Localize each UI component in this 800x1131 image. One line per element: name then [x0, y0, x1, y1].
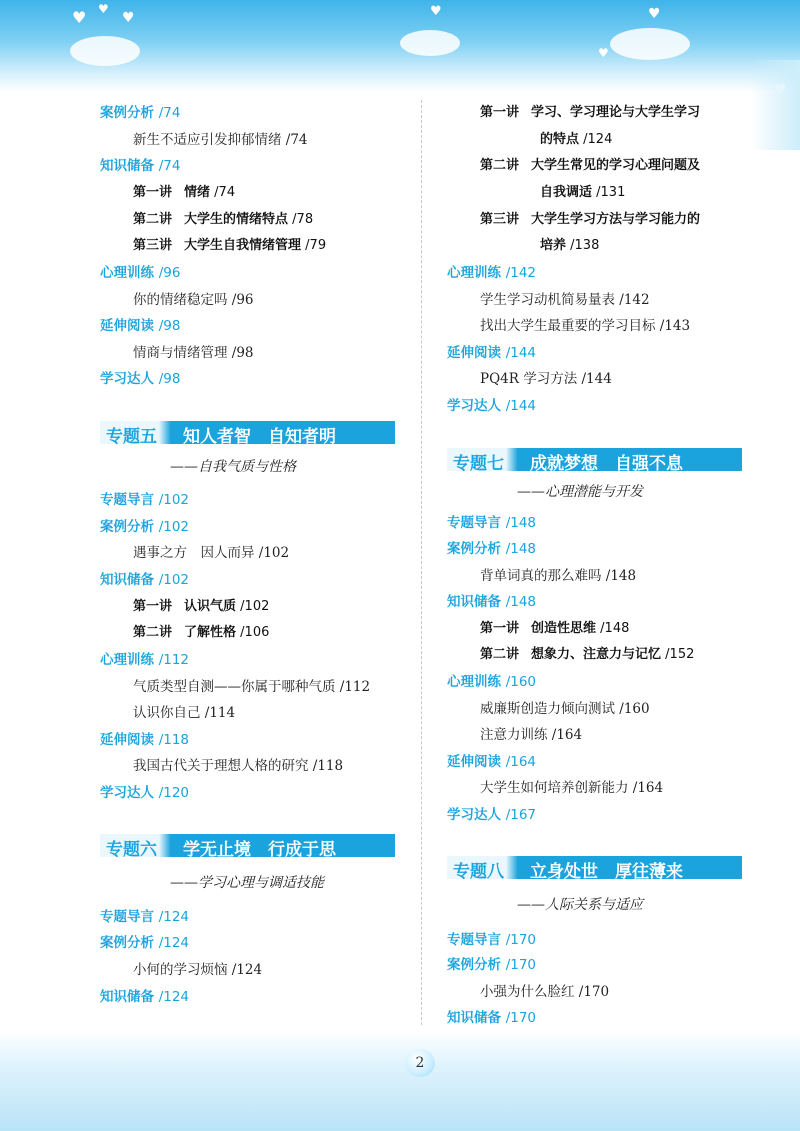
toc-entry[interactable]: [133, 341, 254, 361]
topic-number: 专题七: [453, 454, 504, 474]
toc-entry[interactable]: [133, 288, 254, 308]
toc-lecture[interactable]: [133, 595, 269, 614]
heading-label: 案例分析: [100, 519, 154, 535]
toc-entry[interactable]: [133, 675, 370, 695]
lecture-number: 第二讲: [480, 158, 520, 173]
toc-entry[interactable]: [133, 958, 262, 978]
toc-entry[interactable]: [480, 776, 663, 796]
lecture-label: 了解性格: [184, 625, 237, 640]
toc-lecture[interactable]: [133, 181, 235, 200]
toc-lecture[interactable]: [133, 208, 313, 227]
entry-label: 学生学习动机简易量表: [480, 292, 615, 308]
page-ref: /160: [505, 674, 537, 690]
topic-banner-5[interactable]: [100, 421, 395, 447]
toc-heading-knowledge[interactable]: [100, 154, 180, 174]
topic-title: 成就梦想 自强不息: [530, 454, 683, 474]
page-ref: /170: [574, 984, 610, 1000]
lecture-number: 第一讲: [480, 621, 520, 636]
toc-heading-training[interactable]: [100, 648, 189, 668]
entry-label: 你的情绪稳定吗: [133, 292, 228, 308]
toc-heading-training[interactable]: [100, 261, 180, 281]
heading-label: 学习达人: [447, 398, 501, 414]
entry-label: 注意力训练: [480, 727, 548, 743]
page-ref: /114: [200, 705, 236, 721]
toc-entry[interactable]: [480, 314, 690, 334]
toc-entry[interactable]: [480, 980, 609, 1000]
entry-label: 遇事之方 因人而异: [133, 545, 255, 561]
heading-label: 学习达人: [447, 807, 501, 823]
heading-label: 知识储备: [100, 158, 154, 174]
page-ref: /118: [158, 732, 190, 748]
page-ref: /106: [236, 625, 270, 640]
bottom-gradient: [0, 1030, 800, 1131]
heading-label: 知识储备: [100, 989, 154, 1005]
page-ref: /102: [158, 492, 190, 508]
toc-entry[interactable]: [133, 701, 235, 721]
column-divider: [421, 100, 422, 1025]
topic-banner-8[interactable]: [447, 856, 742, 882]
page-ref: /74: [158, 158, 181, 174]
heart-icon: ♥: [648, 6, 661, 22]
toc-lecture[interactable]: [480, 617, 629, 636]
page-ref: /144: [505, 398, 537, 414]
page-ref: /74: [281, 132, 308, 148]
cloud-icon: [610, 28, 690, 60]
topic-number: 专题五: [106, 427, 157, 447]
toc-entry[interactable]: [480, 697, 650, 717]
side-decoration: [750, 60, 800, 150]
topic-banner-7[interactable]: [447, 448, 742, 474]
toc-heading-training[interactable]: [447, 670, 536, 690]
page-ref: /164: [505, 754, 537, 770]
page-ref: /78: [288, 212, 314, 227]
page-ref: /170: [505, 1010, 537, 1026]
entry-label: 小何的学习烦恼: [133, 962, 228, 978]
heart-icon: ♥: [430, 4, 442, 19]
entry-label: 威廉斯创造力倾向测试: [480, 701, 615, 717]
page-ref: /74: [210, 185, 236, 200]
page-ref: /164: [628, 780, 664, 796]
page-ref: /124: [579, 132, 613, 147]
lecture-number: 第一讲: [133, 185, 173, 200]
topic-banner-6[interactable]: [100, 834, 395, 860]
entry-label: 情商与情绪管理: [133, 345, 228, 361]
heading-label: 专题导言: [100, 909, 154, 925]
heading-label: 知识储备: [447, 1010, 501, 1026]
page-ref: /138: [566, 238, 600, 253]
heading-label: 学习达人: [100, 371, 154, 387]
entry-label: 新生不适应引发抑郁情绪: [133, 132, 282, 148]
topic-number: 专题六: [106, 840, 157, 860]
heading-label: 知识储备: [447, 594, 501, 610]
heart-icon: ♥: [598, 46, 609, 60]
heading-label: 延伸阅读: [100, 318, 154, 334]
entry-label: 找出大学生最重要的学习目标: [480, 318, 656, 334]
toc-heading-reading[interactable]: [447, 341, 536, 361]
heart-icon: ♥: [98, 2, 109, 16]
page-ref: /124: [158, 989, 190, 1005]
toc-lecture[interactable]: [480, 643, 694, 662]
topic-subtitle: ——学习心理与调适技能: [170, 875, 324, 891]
page-ref: /96: [227, 292, 254, 308]
heading-label: 案例分析: [447, 957, 501, 973]
page-ref: /170: [505, 932, 537, 948]
topic-title: 学无止境 行成于思: [183, 840, 336, 860]
toc-heading-case[interactable]: [100, 515, 189, 535]
toc-heading-reading[interactable]: [447, 750, 536, 770]
page-ref: /124: [158, 935, 190, 951]
heart-icon: ♥: [122, 10, 135, 26]
toc-heading-knowledge[interactable]: [447, 1006, 536, 1026]
toc-lecture-continued[interactable]: [540, 128, 612, 147]
topic-number: 专题八: [453, 862, 504, 882]
lecture-number: 第三讲: [480, 212, 520, 227]
toc-lecture[interactable]: [133, 234, 326, 253]
toc-heading-case[interactable]: [447, 537, 536, 557]
heading-label: 专题导言: [447, 515, 501, 531]
toc-entry[interactable]: [133, 128, 308, 148]
heading-label: 延伸阅读: [447, 754, 501, 770]
page-ref: /148: [596, 621, 630, 636]
entry-label: PQ4R 学习方法: [480, 371, 578, 387]
page-ref: /112: [335, 679, 371, 695]
entry-label: 大学生如何培养创新能力: [480, 780, 629, 796]
toc-lecture[interactable]: [480, 101, 700, 120]
toc-heading-case[interactable]: [100, 101, 180, 121]
toc-heading-knowledge[interactable]: [100, 985, 189, 1005]
heading-label: 心理训练: [447, 674, 501, 690]
toc-entry[interactable]: [133, 541, 289, 561]
page-ref: /131: [592, 185, 626, 200]
lecture-number: 第二讲: [133, 625, 173, 640]
page-ref: /112: [158, 652, 190, 668]
page-number-badge: [405, 1049, 435, 1079]
page-ref: /96: [158, 265, 181, 281]
page-ref: /144: [577, 371, 612, 387]
toc-heading-intro[interactable]: [447, 511, 536, 531]
toc-entry[interactable]: [480, 564, 636, 584]
page-ref: /124: [158, 909, 190, 925]
entry-label: 我国古代关于理想人格的研究: [133, 758, 309, 774]
lecture-number: 第二讲: [133, 212, 173, 227]
toc-heading-intro[interactable]: [100, 488, 189, 508]
heading-label: 学习达人: [100, 785, 154, 801]
topic-title: 立身处世 厚往薄来: [530, 862, 683, 882]
lecture-label: 情绪: [184, 185, 211, 200]
page-ref: /98: [227, 345, 254, 361]
heading-label: 延伸阅读: [100, 732, 154, 748]
toc-heading-knowledge[interactable]: [100, 568, 189, 588]
page-ref: /102: [158, 572, 190, 588]
toc-heading-master[interactable]: [447, 394, 536, 414]
page-ref: /120: [158, 785, 190, 801]
toc-lecture-continued[interactable]: [540, 234, 599, 253]
lecture-number: 第一讲: [133, 599, 173, 614]
lecture-label: 学习、学习理论与大学生学习: [531, 105, 701, 120]
toc-entry[interactable]: [480, 367, 612, 387]
toc-heading-intro[interactable]: [447, 928, 536, 948]
toc-heading-master[interactable]: [447, 803, 536, 823]
heading-label: 案例分析: [100, 105, 154, 121]
page-ref: /167: [505, 807, 537, 823]
page-ref: /142: [615, 292, 650, 308]
lecture-label: 大学生的情绪特点: [184, 212, 289, 227]
page-ref: /124: [227, 962, 263, 978]
entry-label: 小强为什么脸红: [480, 984, 575, 1000]
cloud-icon: [70, 36, 140, 66]
page-ref: /98: [158, 318, 181, 334]
topic-subtitle: ——自我气质与性格: [170, 459, 296, 475]
topic-subtitle: ——人际关系与适应: [517, 897, 643, 913]
entry-label: 背单词真的那么难吗: [480, 568, 602, 584]
page-ref: /148: [505, 515, 537, 531]
lecture-label: 大学生学习方法与学习能力的: [531, 212, 701, 227]
page-ref: /74: [158, 105, 181, 121]
page-ref: /102: [158, 519, 190, 535]
toc-heading-case[interactable]: [447, 953, 536, 973]
heading-label: 心理训练: [447, 265, 501, 281]
entry-label: 认识你自己: [133, 705, 201, 721]
page-ref: /79: [301, 238, 327, 253]
heading-label: 专题导言: [100, 492, 154, 508]
lecture-label: 想象力、注意力与记忆: [531, 647, 662, 662]
lecture-label: 的特点: [540, 132, 580, 147]
topic-subtitle: ——心理潜能与开发: [517, 484, 643, 500]
lecture-number: 第一讲: [480, 105, 520, 120]
page-ref: /143: [655, 318, 691, 334]
toc-heading-reading[interactable]: [100, 314, 180, 334]
page-ref: /148: [505, 541, 537, 557]
toc-heading-master[interactable]: [100, 367, 180, 387]
toc-heading-reading[interactable]: [100, 728, 189, 748]
lecture-number: 第二讲: [480, 647, 520, 662]
heart-icon: ♥: [774, 82, 787, 98]
lecture-label: 自我调适: [540, 185, 593, 200]
lecture-label: 大学生常见的学习心理问题及: [531, 158, 701, 173]
toc-entry[interactable]: [133, 754, 343, 774]
lecture-label: 创造性思维: [531, 621, 597, 636]
toc-entry[interactable]: [480, 288, 650, 308]
lecture-label: 认识气质: [184, 599, 237, 614]
toc-lecture[interactable]: [480, 154, 700, 173]
page-ref: /98: [158, 371, 181, 387]
heading-label: 案例分析: [100, 935, 154, 951]
heading-label: 延伸阅读: [447, 345, 501, 361]
page-ref: /164: [547, 727, 583, 743]
toc-lecture-continued[interactable]: [540, 181, 625, 200]
page-ref: /118: [308, 758, 344, 774]
toc-lecture[interactable]: [133, 621, 269, 640]
toc-lecture[interactable]: [480, 208, 700, 227]
heart-icon: ♥: [72, 8, 87, 27]
page-ref: /148: [601, 568, 637, 584]
lecture-label: 培养: [540, 238, 567, 253]
page-number: 2: [415, 1055, 425, 1071]
heading-label: 心理训练: [100, 265, 154, 281]
page-ref: /148: [505, 594, 537, 610]
page-ref: /102: [236, 599, 270, 614]
heading-label: 案例分析: [447, 541, 501, 557]
page-ref: /152: [661, 647, 695, 662]
toc-entry[interactable]: [480, 723, 582, 743]
toc-heading-case[interactable]: [100, 931, 189, 951]
toc-heading-master[interactable]: [100, 781, 189, 801]
sky-banner: [0, 0, 800, 92]
cloud-icon: [400, 30, 460, 56]
page-ref: /160: [615, 701, 650, 717]
lecture-label: 大学生自我情绪管理: [184, 238, 302, 253]
heading-label: 心理训练: [100, 652, 154, 668]
page-ref: /144: [505, 345, 537, 361]
topic-title: 知人者智 自知者明: [183, 427, 336, 447]
page-ref: /142: [505, 265, 537, 281]
toc-heading-intro[interactable]: [100, 905, 189, 925]
toc-heading-knowledge[interactable]: [447, 590, 536, 610]
lecture-number: 第三讲: [133, 238, 173, 253]
page-ref: /102: [254, 545, 290, 561]
heading-label: 专题导言: [447, 932, 501, 948]
heading-label: 知识储备: [100, 572, 154, 588]
entry-label: 气质类型自测——你属于哪种气质: [133, 679, 336, 695]
toc-heading-training[interactable]: [447, 261, 536, 281]
page-ref: /170: [505, 957, 537, 973]
